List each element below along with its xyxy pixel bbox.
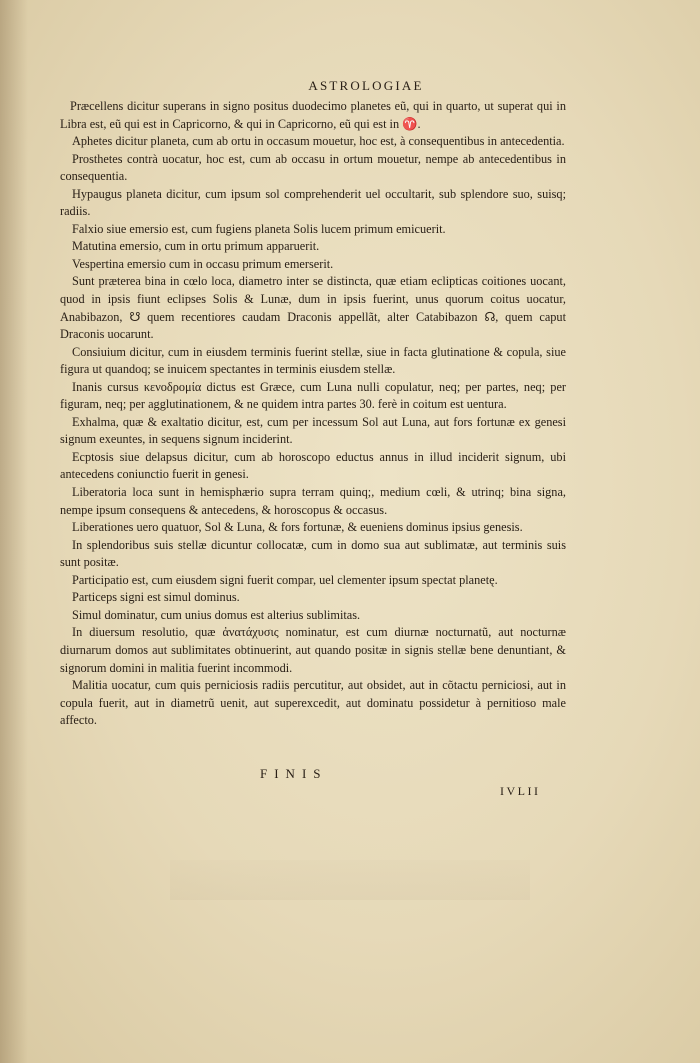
paragraph-inanis-cursus: Inanis cursus κενοδρομία dictus est Græce, cum Luna nulli copulatur, neq; per partes, neq; per figuram, neq; per agglutinationem, & ne quidem intra partes 30. ferè in coitum est uentura. <box>60 379 566 412</box>
paragraph-liberatoria: Liberatoria loca sunt in hemisphærio supra terram quinq;, medium cœli, & utrinq; bina signa, nempe ipsum consequens & antecedens, & horoscopus & occasus. <box>60 485 566 517</box>
show-through-bleed <box>170 860 530 900</box>
catchword: IVLII <box>500 784 541 798</box>
body-text <box>60 98 566 730</box>
paragraph-prosthetes: Prosthetes contrà uocatur, hoc est, cum ab occasu in ortum mouetur, nempe ab antecedentibus in consequentia. <box>60 151 566 184</box>
paragraph-malitia: Malitia uocatur, cum quis perniciosis radiis percutitur, aut obsidet, aut in cõtactu perniciosi, aut in copula fuerit, aut in diametrũ uenit, aut superexcedit, aut dominatu possidetur à pernitioso male affecto. <box>60 678 566 728</box>
gutter-shadow <box>0 0 28 1063</box>
paragraph-simul: Simul dominatur, cum unius domus est alterius sublimitas. <box>72 607 361 622</box>
paragraph-matutina: Matutina emersio, cum in ortu primum apparuerit. <box>72 239 320 254</box>
paragraph-participatio: Participatio est, cum eiusdem signi fuerit compar, uel clementer ipsum spectat planetę. <box>72 572 498 587</box>
running-head: ASTROLOGIAE <box>308 78 424 93</box>
paragraph-aphetes: Aphetes dicitur planeta, cum ab ortu in occasum mouetur, hoc est, à consequentibus in antecedentia. <box>72 134 565 149</box>
paragraph-praecellens: Præcellens dicitur superans in signo positus duodecimo planetes eũ, qui in quarto, ut superat qui in Libra est, eũ qui est in Capricorno, & qui in Capricorno, eũ qui est in ♈. <box>60 99 566 131</box>
paragraph-particeps: Particeps signi est simul dominus. <box>72 590 240 605</box>
paragraph-ecptosis: Ecptosis siue delapsus dicitur, cum ab horoscopo eductus annus in illud inciderit signum, ubi antecedens coniunctio fuerit in genesi. <box>60 449 566 482</box>
paragraph-vespertina: Vespertina emersio cum in occasu primum emerserit. <box>72 256 334 271</box>
paragraph-liberationes: Liberationes uero quatuor, Sol & Luna, & fors fortunæ, & eueniens dominus ipsius genesis. <box>72 520 523 535</box>
paragraph-resolutio: In diuersum resolutio, quæ ἀνατάχυσις nominatur, est cum diurnæ nocturnatũ, aut nocturnæ diurnarum domos aut sublimitates obtinuerint, aut quando positæ in signis stellæ bene denuntiant, & signorum domini in malitia fuerint incommodi. <box>60 625 566 675</box>
finis-mark: FINIS <box>260 766 328 781</box>
paragraph-consiuium: Consiuium dicitur, cum in eiusdem terminis fuerint stellæ, siue in facta glutinatione & copula, siue figura ut quandoq; se inuicem spectantes in terminis eiusdem stellæ. <box>60 344 566 377</box>
paragraph-hypaugus: Hypaugus planeta dicitur, cum ipsum sol comprehenderit uel occultarit, sub splendore suo, suisq; radiis. <box>60 186 566 219</box>
paragraph-splendoribus: In splendoribus suis stellæ dicuntur collocatæ, cum in domo sua aut sublimatæ, aut terminis suis sunt positæ. <box>60 537 566 570</box>
paragraph-falxio: Falxio siue emersio est, cum fugiens planeta Solis lucem primum emicuerit. <box>72 221 446 236</box>
paragraph-exhalma: Exhalma, quæ & exaltatio dicitur, est, cum per incessum Sol aut Luna, aut fors fortunæ ex genesi signum exeuntes, in sequens signum inciderint. <box>60 414 566 447</box>
paragraph-bina-loca: Sunt præterea bina in cœlo loca, diametro inter se distincta, quæ etiam eclipticas coitiones uocant, quod in ipsis fiunt eclipses Solis & Lunæ, dum in ipsis fuerint, unus quorum coitus uocatur, Anabibazon, ☋ quem recentiores caudam Draconis appellãt, alter Catabibazon ☊, quem caput Draconis uocarunt. <box>60 274 566 342</box>
